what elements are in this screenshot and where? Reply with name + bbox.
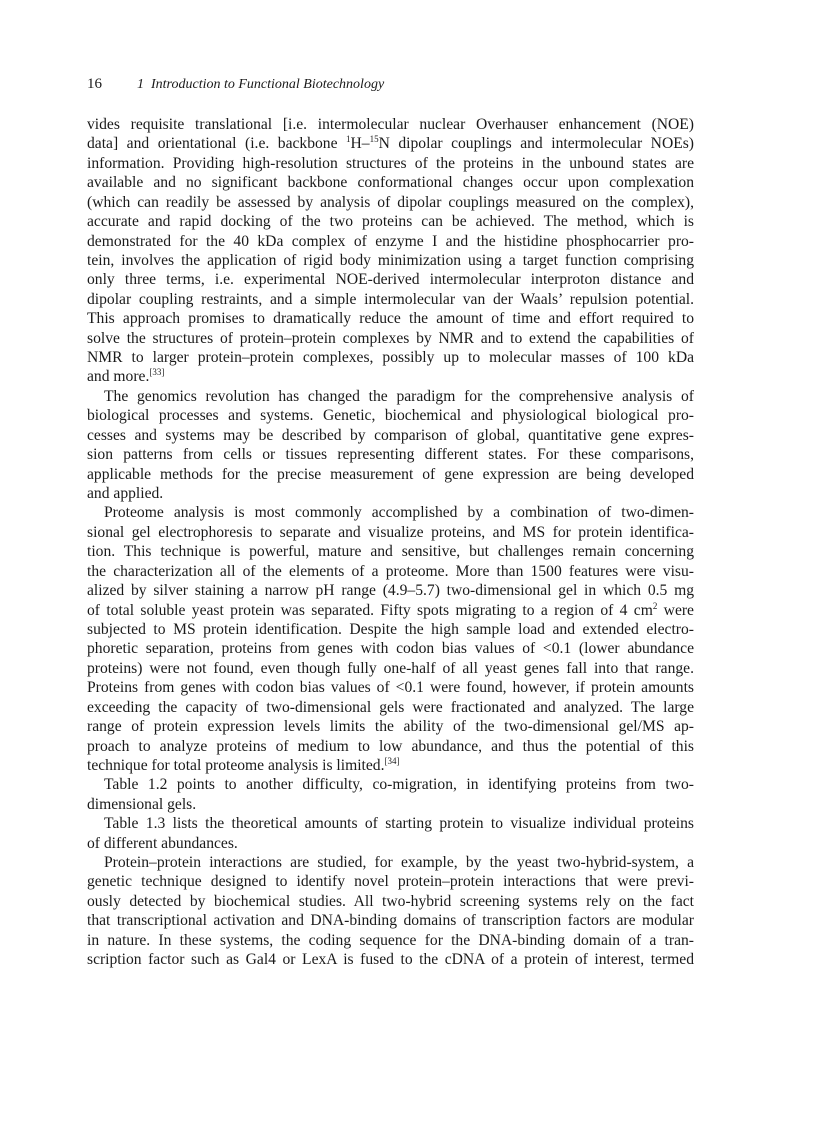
running-title: 1 Introduction to Functional Biotechnology — [137, 77, 385, 92]
text-line: The genomics revolution has changed the paradigm for the comprehensive analysis of — [104, 387, 694, 405]
text-line: cesses and systems may be described by comparison of global, quantitative gene expres- — [87, 426, 694, 444]
text-line: scription factor such as Gal4 or LexA is fused to the cDNA of a protein of interest, termed — [87, 951, 694, 969]
paragraph — [87, 853, 694, 970]
paragraph — [87, 503, 694, 775]
running-header — [87, 74, 384, 95]
text-segment: technique for total proteome analysis is limited. — [87, 756, 385, 774]
text-line: alized by silver staining a narrow pH range (4.9–5.7) two-dimensional gel in which 0.5 mg — [87, 582, 694, 600]
superscript: 2 — [652, 600, 658, 611]
text-line: phoretic separation, proteins from genes with codon bias values of <0.1 (lower abundance — [87, 640, 694, 658]
text-line: dimensional gels. — [87, 795, 197, 813]
superscript: 1 — [346, 134, 351, 145]
text-line: tion. This technique is powerful, mature and sensitive, but challenges remain concerning — [87, 543, 694, 561]
text-line: (which can readily be assessed by analysis of dipolar couplings measured on the complex), — [87, 193, 694, 211]
text-line: genetic technique designed to identify novel protein–protein interactions that were previ- — [87, 873, 694, 891]
text-line: Table 1.3 lists the theoretical amounts of starting protein to visualize individual proteins — [104, 815, 694, 833]
text-line: subjected to MS protein identification. Despite the high sample load and extended electro- — [87, 620, 694, 638]
text-line: available and no significant backbone conformational changes occur upon complexation — [87, 174, 694, 192]
text-line: NMR to larger protein–protein complexes, possibly up to molecular masses of 100 kDa — [87, 349, 694, 367]
text-line — [87, 367, 694, 386]
text-line: that transcriptional activation and DNA-binding domains of transcription factors are modular — [87, 912, 694, 930]
text-line: solve the structures of protein–protein complexes by NMR and to extend the capabilities of — [87, 329, 694, 347]
text-line: and applied. — [87, 485, 164, 503]
body-text — [87, 115, 694, 970]
text-segment: and more. — [87, 368, 150, 386]
superscript: [34] — [384, 755, 400, 766]
text-line: information. Providing high-resolution structures of the proteins in the unbound states are — [87, 154, 694, 172]
text-line: accurate and rapid docking of the two proteins can be achieved. The method, which is — [87, 213, 694, 231]
text-line — [87, 134, 694, 153]
text-line — [87, 601, 694, 620]
text-line: vides requisite translational [i.e. intermolecular nuclear Overhauser enhancement (NOE) — [87, 116, 694, 133]
text-line: tein, involves the application of rigid body minimization using a target function comprising — [87, 251, 694, 269]
text-segment: H– — [350, 135, 370, 153]
text-line: biological processes and systems. Genetic, biochemical and physiological biological pro- — [87, 407, 694, 425]
text-segment: were — [657, 601, 694, 619]
text-line: Proteins from genes with codon bias values of <0.1 were found, however, if protein amounts — [87, 679, 694, 697]
text-segment: N dipolar couplings and intermolecular NOEs) — [378, 135, 694, 153]
text-line: dipolar coupling restraints, and a simple intermolecular van der Waals’ repulsion potential. — [87, 290, 694, 308]
page-number: 16 — [87, 76, 102, 92]
paragraph — [87, 115, 694, 387]
text-line — [87, 756, 694, 775]
superscript: [33] — [149, 367, 165, 378]
text-line: range of protein expression levels limits the ability of the two-dimensional gel/MS ap- — [87, 718, 694, 736]
text-line: Proteome analysis is most commonly accomplished by a combination of two-dimen- — [104, 504, 694, 522]
text-line: exceeding the capacity of two-dimensional gels were fractionated and analyzed. The large — [87, 698, 694, 716]
paragraph — [87, 775, 694, 814]
paragraph — [87, 814, 694, 853]
text-line: Table 1.2 points to another difficulty, co-migration, in identifying proteins from two- — [104, 776, 694, 794]
text-line: the characterization all of the elements of a proteome. More than 1500 features were visu- — [87, 562, 694, 580]
superscript: 15 — [369, 134, 379, 145]
text-line: proach to analyze proteins of medium to low abundance, and thus the potential of this — [87, 737, 694, 755]
text-line: in nature. In these systems, the coding sequence for the DNA-binding domain of a tran- — [87, 931, 694, 949]
text-line: of different abundances. — [87, 834, 238, 852]
text-line: proteins) were not found, even though fully one-half of all yeast genes fall into that range. — [87, 659, 694, 677]
text-segment: data] and orientational (i.e. backbone — [87, 135, 347, 153]
text-line: sional gel electrophoresis to separate and visualize proteins, and MS for protein identifica- — [87, 523, 694, 541]
paragraph — [87, 387, 694, 504]
text-line: This approach promises to dramatically reduce the amount of time and effort required to — [87, 310, 694, 328]
text-line: ously detected by biochemical studies. All two-hybrid screening systems rely on the fact — [87, 892, 694, 910]
text-line: applicable methods for the precise measurement of gene expression are being developed — [87, 465, 694, 483]
text-line: sion patterns from cells or tissues representing different states. For these comparisons, — [87, 446, 694, 464]
text-line: Protein–protein interactions are studied, for example, by the yeast two-hybrid-system, a — [104, 854, 694, 872]
text-line: only three terms, i.e. experimental NOE-derived intermolecular interproton distance and — [87, 271, 694, 289]
text-line: demonstrated for the 40 kDa complex of enzyme I and the histidine phosphocarrier pro- — [87, 232, 694, 250]
text-segment: of total soluble yeast protein was separated. Fifty spots migrating to a region of 4 cm — [87, 601, 653, 619]
